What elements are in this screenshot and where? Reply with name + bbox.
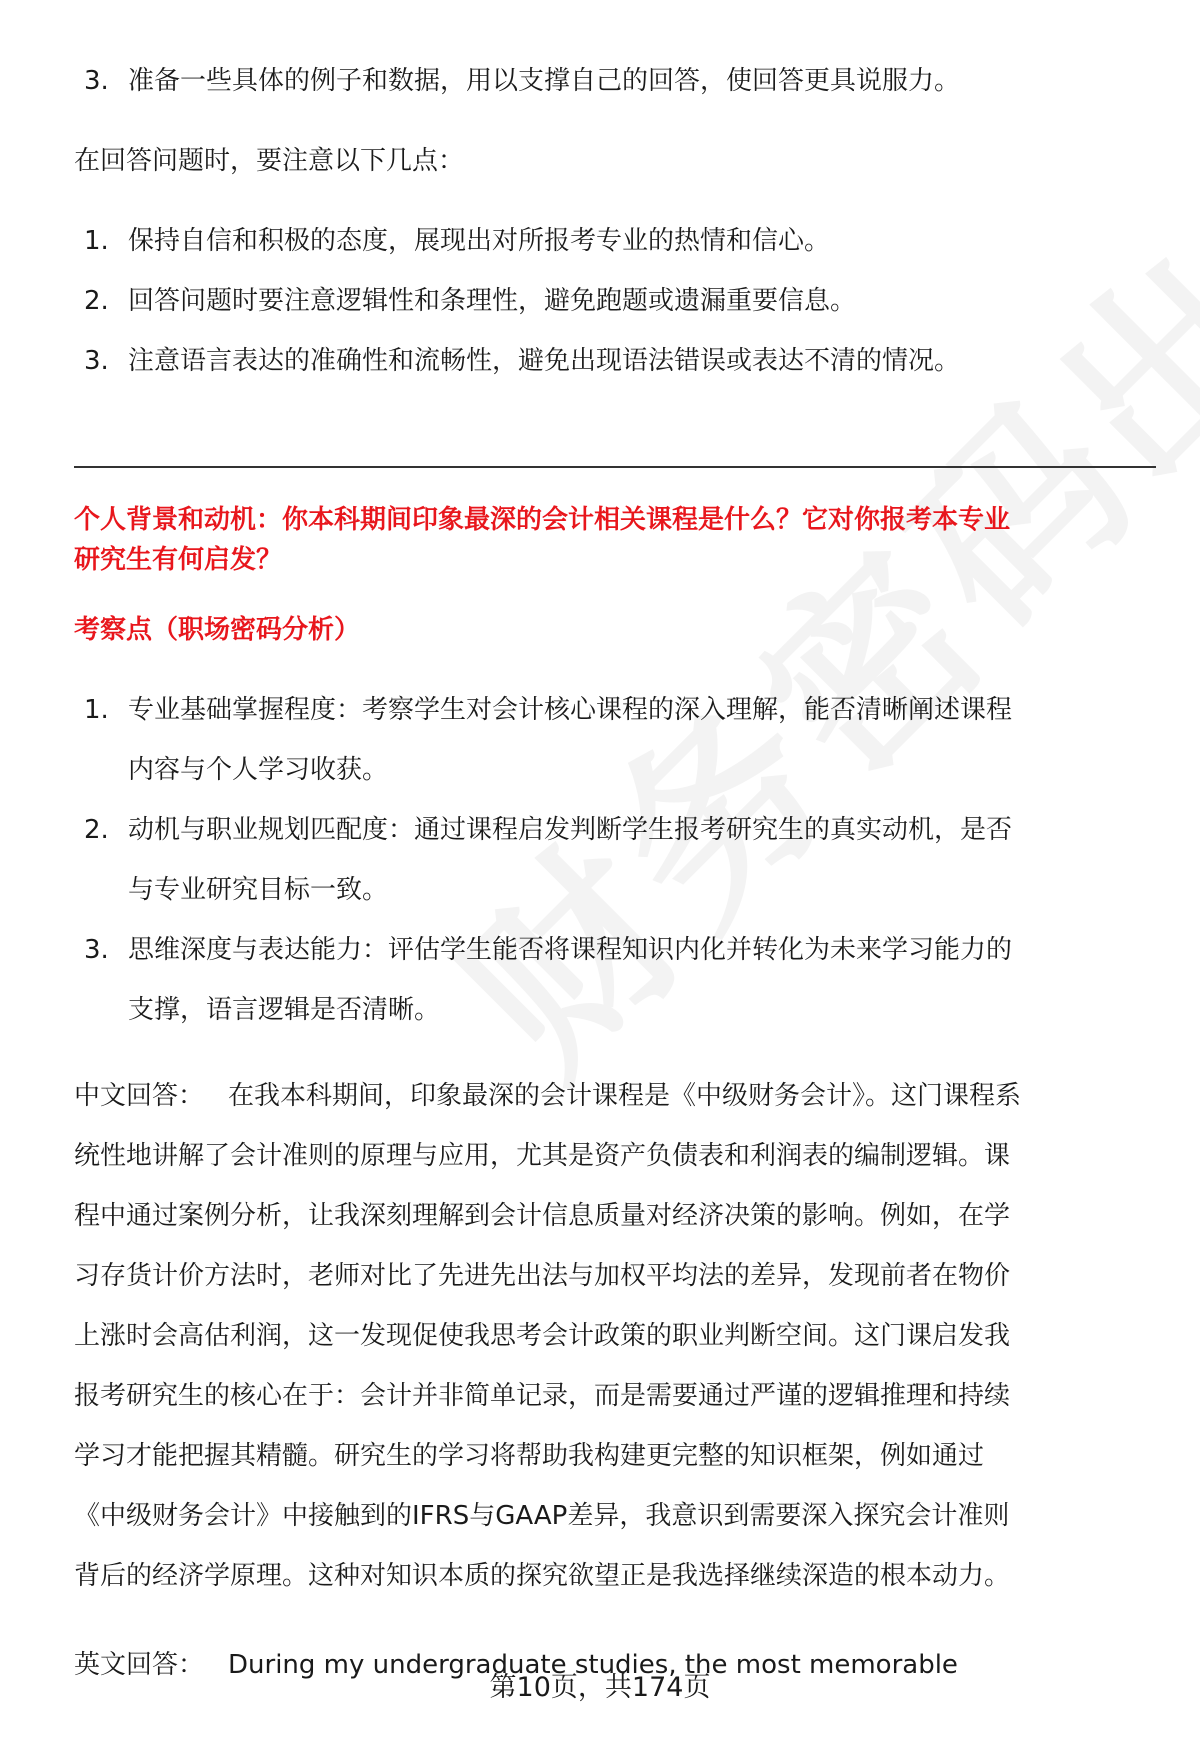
answer-line [74,1066,1164,1126]
list-text-line: 与专业研究目标一致。 [128,875,389,905]
answer-text: 在我本科期间，印象最深的会计课程是《中级财务会计》。这门课程系 [228,1081,1022,1111]
exam-points-list [74,680,1154,1040]
answer-line: 统性地讲解了会计准则的原理与应用，尤其是资产负债表和利润表的编制逻辑。课 [74,1141,1011,1171]
answer-label: 中文回答： [74,1081,205,1111]
list-number: 3. [84,935,109,965]
list-item [74,680,1154,800]
answer-line: 上涨时会高估利润，这一发现促使我思考会计政策的职业判断空间。这门课启发我 [74,1321,1011,1351]
list-text [128,680,1154,800]
attention-list [74,211,1154,391]
list-number: 2. [84,286,109,316]
answer-line: 程中通过案例分析，让我深刻理解到会计信息质量对经济决策的影响。例如，在学 [74,1201,1011,1231]
list-text: 回答问题时要注意逻辑性和条理性，避免跑题或遗漏重要信息。 [128,286,857,316]
answer-line: 背后的经济学原理。这种对知识本质的探究欲望正是我选择继续深造的根本动力。 [74,1561,1011,1591]
list-text: 保持自信和积极的态度，展现出对所报考专业的热情和信心。 [128,226,831,256]
question-line: 研究生有何启发？ [74,545,283,575]
answer-label: 英文回答： [74,1650,205,1680]
list-text: 准备一些具体的例子和数据，用以支撑自己的回答，使回答更具说服力。 [128,66,961,96]
exam-points-heading: 考察点（职场密码分析） [74,615,361,645]
list-item [74,331,1154,391]
preparation-list [74,51,1154,111]
list-text: 注意语言表达的准确性和流畅性，避免出现语法错误或表达不清的情况。 [128,346,961,376]
list-number: 3. [84,346,109,376]
answer-line: 《中级财务会计》中接触到的IFRS与GAAP差异，我意识到需要深入探究会计准则 [74,1501,1010,1531]
list-item [74,800,1154,920]
question-line: 个人背景和动机：你本科期间印象最深的会计相关课程是什么？它对你报考本专业 [74,505,1011,535]
list-text-line: 内容与个人学习收获。 [128,755,389,785]
english-answer [74,1635,1154,1695]
list-text [128,920,1154,1040]
list-number: 3. [84,66,109,96]
section-divider [74,466,1156,468]
list-text-line: 动机与职业规划匹配度：通过课程启发判断学生报考研究生的真实动机，是否 [128,815,1013,845]
attention-intro: 在回答问题时，要注意以下几点： [74,146,465,176]
list-text [128,800,1154,920]
list-text-line: 支撑，语言逻辑是否清晰。 [128,995,441,1025]
list-item [74,51,1154,111]
chinese-answer [74,1066,1164,1606]
answer-line: 习存货计价方法时，老师对比了先进先出法与加权平均法的差异，发现前者在物价 [74,1261,1011,1291]
list-number: 2. [84,815,109,845]
list-item [74,271,1154,331]
answer-text: During my undergraduate studies, the most memorable [228,1650,958,1680]
list-text-line: 专业基础掌握程度：考察学生对会计核心课程的深入理解，能否清晰阐述课程 [128,695,1013,725]
question-heading [74,500,1154,580]
page-footer: 第10页，共174页 [489,1672,711,1703]
answer-line: 学习才能把握其精髓。研究生的学习将帮助我构建更完整的知识框架，例如通过 [74,1441,985,1471]
list-item [74,211,1154,271]
answer-line: 报考研究生的核心在于：会计并非简单记录，而是需要通过严谨的逻辑推理和持续 [74,1381,1011,1411]
list-text-line: 思维深度与表达能力：评估学生能否将课程知识内化并转化为未来学习能力的 [128,935,1013,965]
list-number: 1. [84,226,109,256]
list-number: 1. [84,695,109,725]
list-item [74,920,1154,1040]
